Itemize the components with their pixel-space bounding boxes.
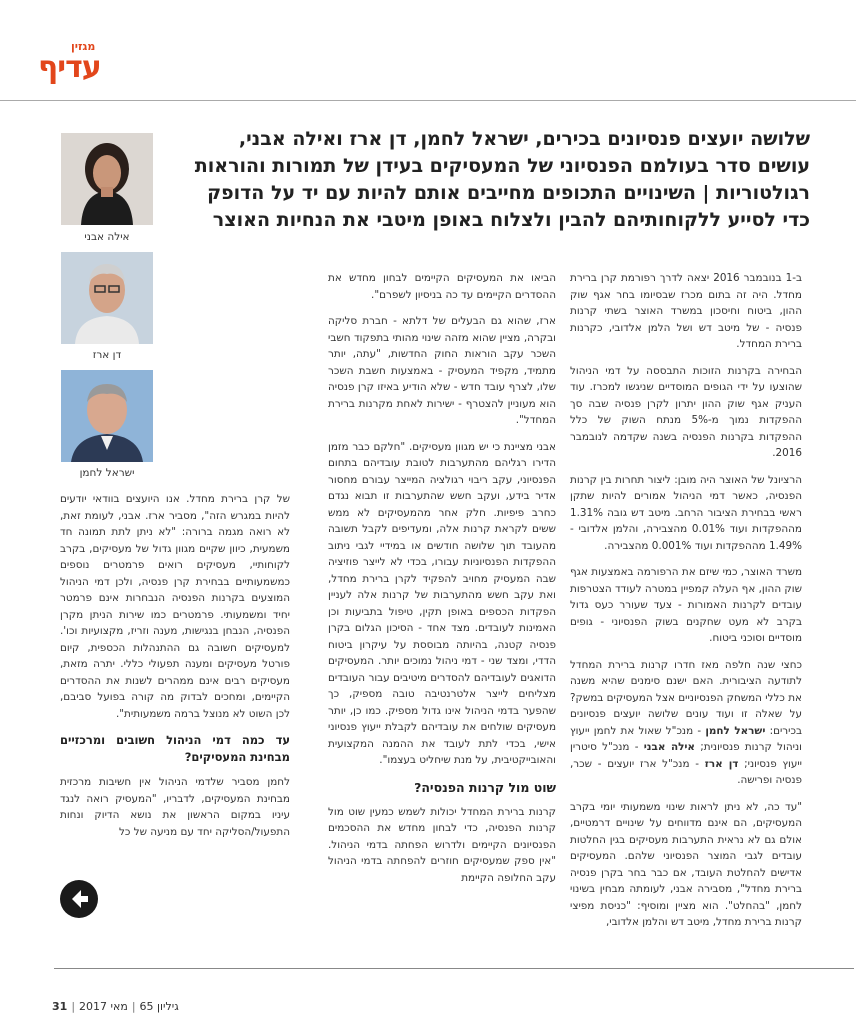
- paragraph: לחמן מסביר שלדמי הניהול אין חשיבות מרכזית מבחינת המעסיקים, לדבריו, "המעסיק רואה לנגד עיניו במקום הראשון את נושא הדיוק ונחות התפעול/הסליקה יחד עם מניעה של כל: [60, 776, 290, 838]
- masthead-small-label: מגזין: [71, 40, 96, 53]
- paragraph-text: כחצי שנה חלפה מאז חדרו קרנות ברירת המחדל לתודעה הציבורית. האם ישנם סימנים שהיא משנה את כללי המשחק הפנסיוניים אצל המעסיקים במשק? על שאלה זו ועוד עונים שלושה יועצים פנסיונים בכירים:: [570, 658, 802, 737]
- next-page-arrow-button[interactable]: [60, 880, 98, 918]
- paragraph: הבחירה בקרנות הזוכות התבססה על דמי הניהול שהוצעו על ידי הגופים המוסדיים שניגשו למכרז. עוד העניק אגף שוק ההון יתרון לקרן פנסיה שבה סך ההפקדות נמוך מ-5% מנתח השוק של כלל ההפקדות בקרנות הפנסיה בשנה שקדמה לנובמבר 2016.: [570, 364, 802, 459]
- paragraph: אבני מציינת כי יש מגוון מעסיקים. "חלקם כבר מזמן הדירו רגליהם מהתערבות לטובת עובדיהם בתחום הפנסיוני, עקב ריבוי רגולציה המייצר עבורם מחסור אדיר בידע, ועקב חשש שהתערבות זו תבוא נגדם כחרב פיפיות. חלק אחר מהמעסיקים לא ממש ששים לקראת קרנות אלה, ומעדיפים לקבל תשובה מהעובד תוך שלושה חודשים או במידיי לגבי ניתוב ההפקדות הפנסיוניות עבורו, בכדי לא לייצר פוזיציה שבה המעסיק מחויב להפקיד לקרן ברירת מחדל, ואת עקב חשש מהתערבות של קרנות אלה לעניין הפקדות הכספים באופן תקין, טיפול בתביעות וכן האמינות לעובדים. מצד אחד - הסיכון הגלום בקרן פנסיה קטנה, בהיותה מבוססת על עיקרון ביטוח הדדי, ומצד שני - דמי ניהול נמוכים יותר. המעסיקים הדואגים לעובדיהם להסדרים מיטיבים עבור העובדים מצליחים לייצר אלטרנטיבה טובה מספיק, כך שהפער בדמי הניהול אינו גדול מספיק. כמו כן, יותר מעסיקים שולחים את עובדיהם לקבלת ייעוץ פנסיוני אישי, בכדי לתת לעובד את ההמנה המקצועית והאובייקטיבית, על מנת שיחליט בעצמו".: [328, 440, 556, 766]
- footer-separator: |: [71, 1000, 76, 1013]
- paragraph: קרנות ברירת המחדל יכולות לשמש כמעין שוט מול קרנות הפנסיה, כדי לבחון מחדש את ההסכמים הפנסיונים הקיימים ולדרוש הפחתה בדמי הניהול. "אין ספק שמעסיקים חוזרים להפחתה בדמי הניהול עקב החלופה הקיימת: [328, 805, 556, 884]
- paragraph: "עד כה, לא ניתן לראות שינוי משמעותי יומי בקרב המעסיקים, הם אינם מדווחים על שינויים דרמטיים, אולם גם לא נראית התערבות מעסיקים בגין החלטות עובדים לגבי המוצר הפנסיוני שלהם. המעסיקים אדישים להחלטת העובד, אם כבר בחר בקרן פנסיה ברירת מחדל", מסבירה אבני, לעומתה מבחין בשינוי לחמן, "בהחלט". הוא מציין ומוסיף: "כניסת מפיצי קרנות ברירת מחדל, מיטב דש והלמן אלדובי,: [570, 800, 802, 928]
- article-headline: שלושה יועצים פנסיונים בכירים, ישראל לחמן, דן ארז ואילה אבני, עושים סדר בעולמם הפנסיוני של המעסיקים בעידן של תמורות והוראות רגולטוריות | השינויים התכופים מחייבים אותם להיות עם יד על הדופק כדי לסייע ללקוחותיהם להבין ולצלוח באופן מיטבי את הנחיות האוצר: [194, 128, 810, 231]
- arrow-left-icon: [60, 880, 98, 918]
- paragraph: משרד האוצר, כמי שיזם את הרפורמה באמצעות אגף שוק ההון, אף העלה קמפיין במטרה לעודד הצטרפות עובדים לקרנות האמורות - צעד שעורר כעס גדול בקרב לא מעט שחקנים בשוק הפנסיוני - גופים מוסדיים וסוכני ביטוח.: [570, 566, 802, 644]
- portrait-caption: ישראל לחמן: [79, 467, 135, 479]
- person-name: ישראל לחמן: [705, 724, 766, 737]
- paragraph-text: - מנכ"ל שאול את לחמן ייעוץ וניהול קרנות פנסיונית;: [570, 724, 802, 753]
- article-column-middle: [328, 270, 556, 910]
- paragraph-text: - מנכ"ל סיטרין ייעוץ פנסיוני;: [570, 741, 802, 770]
- section-subheading: עד כמה דמי הניהול חשובים ומרכזיים מבחינת המעסיקים?: [60, 733, 290, 764]
- portrait-photo-israel: [61, 370, 153, 462]
- article-column-left: [60, 491, 290, 911]
- paragraph: [570, 657, 802, 789]
- page-number: 31: [52, 1000, 68, 1013]
- paragraph: ב-1 בנובמבר 2016 יצאה לדרך רפורמת קרן ברירת מחדל. היה זה בתום מכרז שבסיומו בחר אגף שוק ההון, ביטוח וחיסכון במשרד האוצר בשתי קרנות פנסיה - של מיטב דש ושל הלמן אלדובי, כקרנות ברירת המחדל.: [570, 272, 803, 350]
- paragraph: הרציונל של האוצר היה מובן: ליצור תחרות בין קרנות הפנסיה, כאשר דמי הניהול אמורים להיות שתקן ראשי בבחירת הציבור הרחב. מיטב דש גובה 1.31% מההפקדות ועוד 0.01% מהצבירה, והלמן אלדובי - 1.49% מההפקדות ועוד 0.001% מהצבירה.: [570, 473, 802, 552]
- section-subheading: שוט מול קרנות הפנסיה?: [414, 779, 556, 795]
- issue-number: גיליון 65: [139, 1000, 179, 1013]
- paragraph: הביאו את המעסיקים הקיימים לבחון מחדש את ההסדרים הקיימים עד כה בניסיון לשפרם".: [328, 272, 556, 301]
- portrait-caption: אילה אבני: [84, 231, 130, 243]
- issue-date: מאי 2017: [79, 1000, 128, 1013]
- portrait-photo-dan: [61, 252, 153, 344]
- page-footer: [52, 1000, 179, 1013]
- masthead-logo: עדיף: [38, 50, 101, 85]
- article-column-right: [570, 270, 803, 928]
- paragraph-text: - מנכ"ל ארז יועצים - שכר, פנסיה ופרישה.: [570, 757, 802, 786]
- portrait-caption: דן ארז: [92, 349, 122, 361]
- paragraph: ארז, שהוא גם הבעלים של דלתא - חברת סליקה ובקרה, מציין שהוא מזהה שינוי מהותי בתפקוד חשבי השכר עקב הוראות החוק החדשות, "עתה, יותר מתמיד, מקפיד המעסיק - באמצעות חשבת השכר שלו, לצרף עובד חדש - שלא הודיע באיזו קרן פנסיה הוא מעוניין להצטרף - ישירות לאחת מקרנות ברירת המחדל".: [328, 315, 556, 426]
- paragraph: של קרן ברירת מחדל. אנו היועצים בוודאי יודעים להיות במגרש הזה", מסביר ארז. אבני, לעומת זאת, לא רואה מגמה ברורה: "לא ניתן לתת תמונה חד משמעית, כיוון שקיים מגוון גדול של מעסיקים, בקרב לקוחותיי, מעסיקים רואים פרמטרים נוספים כמשמעותיים בבחירת קרן פנסיה, ולכן דמי הניהול המוצעים בקרנות הפנסיה הנבחרות אינם פרמטר יחיד ומשמעותי. פרמטרים כמו שירות הניתן מקרן הפנסיה, הנבחן בנגישות, מענה וזריז, מקצועיות וכו'. למעסיקים חשובה גם ההתנהלות הכספית, קיום פורטל מעסיקים ומענה תפעולי כללי. יתרה מזאת, מעסיקים רבים אינם ממהרים לשנות את ההסדרים הקיימים, ומחכים לבדוק מה קורה בפועל סביבם, לכן השוט לא מנוצל ברמה משמעותית".: [60, 493, 290, 720]
- person-name: אילה אבני: [643, 741, 695, 753]
- footer-separator: |: [131, 1000, 136, 1013]
- header-divider: [0, 100, 856, 101]
- masthead: [0, 0, 856, 104]
- footer-divider: [54, 968, 854, 969]
- person-name: דן ארז: [704, 757, 739, 770]
- portrait-photo-ayala: [61, 133, 153, 225]
